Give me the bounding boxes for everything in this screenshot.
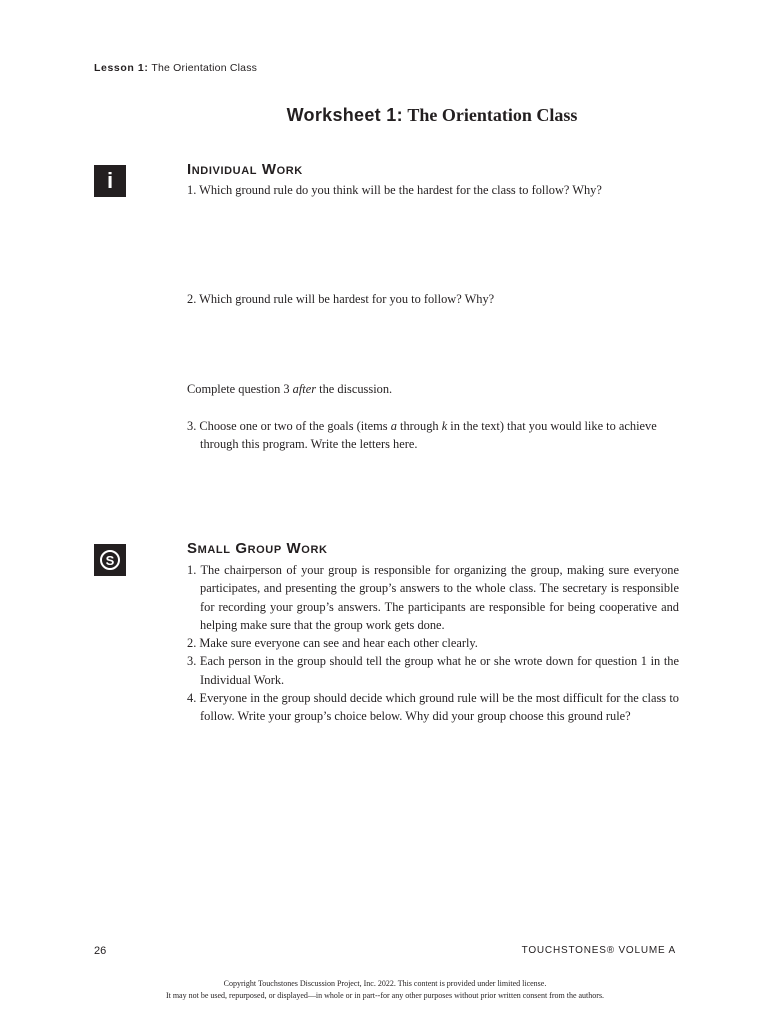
individual-work-heading: Individual Work [187,161,303,178]
copyright-line-1: Copyright Touchstones Discussion Project, Inc. 2022. This content is provided under limited license. [223,979,547,988]
q3-emphasis-a: a [390,419,397,433]
note-post: the discussion. [316,382,393,396]
page-number: 26 [94,945,107,957]
copyright-line-2: It may not be used, repurposed, or displayed—in whole or in part--for any other purposes without prior written consent from the authors. [165,991,605,1000]
question-3 [187,417,679,454]
question-3-note [187,380,679,398]
note-pre: Complete question 3 [187,382,293,396]
individual-work-icon [94,165,126,197]
info-icon: i [106,168,114,193]
copyright-notice [0,978,770,1002]
worksheet-title-label: Worksheet 1: [286,105,403,125]
question-1-text: 1. Which ground rule do you think will be the hardest for the class to follow? Why? [187,183,602,197]
q3-part-a: 3. Choose one or two of the goals (items [187,419,391,433]
running-head [94,62,257,74]
question-1 [187,181,679,199]
running-head-lesson: Lesson 1: [94,62,149,74]
small-group-work-heading: Small Group Work [187,540,328,557]
question-2-text: 2. Which ground rule will be hardest for you to follow? Why? [187,292,495,306]
q3-part-c: in the text) that you would like to achieve through this program. Write the letters here. [200,419,657,452]
series-label: TOUCHSTONES® VOLUME A [521,945,676,956]
note-emphasis: after [292,382,317,396]
small-group-item-1: 1. The chairperson of your group is responsible for organizing the group, making sure everyone participates, and presenting the group’s answers to the whole class. The secretary is responsible for recording your group’s answers. The participants are responsible for being cooperative and helping make sure that the group work gets done. [187,563,679,632]
q3-emphasis-k: k [441,419,448,433]
worksheet-title-rest: The Orientation Class [407,105,578,125]
s-circle-icon: S [100,550,120,570]
small-group-item-3: 3. Each person in the group should tell the group what he or she wrote down for question 1 in the Individual Work. [187,654,679,687]
worksheet-title [0,105,770,126]
small-group-item-2: 2. Make sure everyone can see and hear each other clearly. [187,636,478,651]
running-head-title: The Orientation Class [151,62,258,74]
small-group-work-icon [94,544,126,576]
q3-part-b: through [396,419,442,433]
question-2 [187,290,679,308]
small-group-list [187,561,679,726]
small-group-item-4: 4. Everyone in the group should decide which ground rule will be the most difficult for the class to follow. Write your group’s choice below. Why did your group choose this ground rule? [187,691,679,724]
